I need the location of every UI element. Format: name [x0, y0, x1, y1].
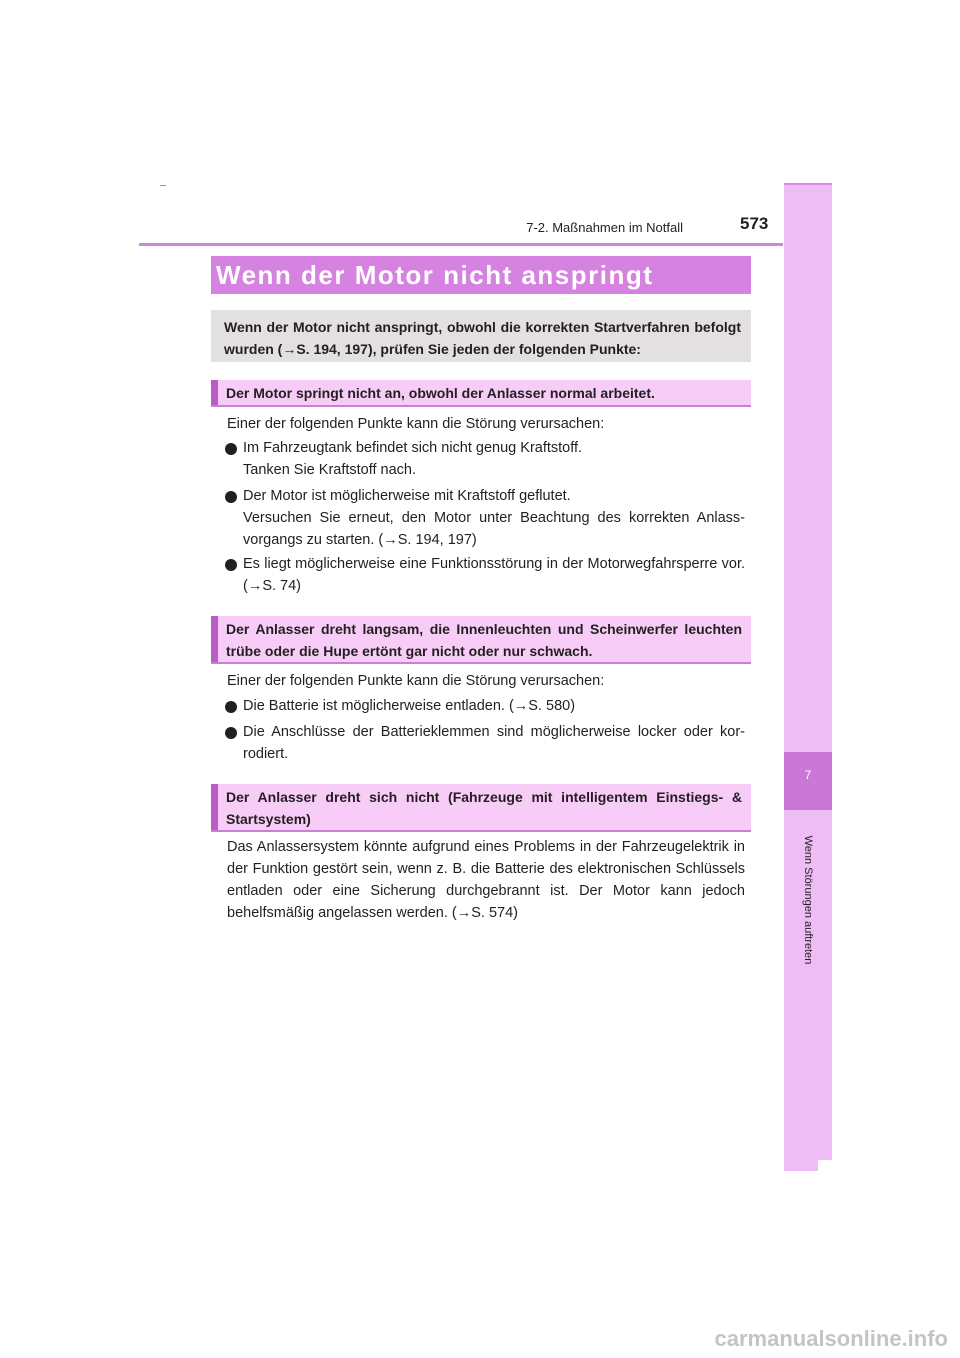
side-tab-notch: [818, 1160, 832, 1171]
section1-item3: Es liegt möglicherweise eine Funktionsstörung in der Motorwegfahrsperre vor. (→S. 74): [243, 556, 745, 594]
subheading-text: Der Anlasser dreht sich nicht (Fahrzeuge mit intelligentem Einstiegs- & Startsystem): [226, 789, 742, 827]
subheading-text: Der Motor springt nicht an, obwohl der Anlasser normal arbeitet.: [226, 385, 655, 401]
bullet-icon: [225, 559, 237, 571]
subheading-text: Der Anlasser dreht langsam, die Innenleuchten und Scheinwerfer leuchten trübe oder die Hupe ertönt gar nicht oder nur schwach.: [226, 621, 742, 659]
section3-body: Das Anlassersystem könnte aufgrund eines Problems in der Fahrzeugelektrik in der Funktion gestört sein, wenn z. B. die Batterie des elektronischen Schlüssels entladen oder eine Sicherung durchgebrannt ist. Der Motor kann jedoch behelfsmäßig angelassen werden. (→S. 574): [227, 839, 745, 921]
side-tab-rule: [784, 183, 832, 185]
bullet-icon: [225, 701, 237, 713]
subheading-accent-bar: [211, 380, 218, 405]
crop-mark: [160, 185, 166, 186]
watermark: carmanualsonline.info: [714, 1326, 948, 1351]
header-section: 7-2. Maßnahmen im Notfall: [526, 220, 683, 235]
page-number: 573: [740, 214, 769, 233]
chapter-number: 7: [804, 768, 812, 782]
section2-item1: Die Batterie ist möglicherweise entladen. (→S. 580): [243, 698, 576, 714]
subheading-starter-not-turning: [211, 784, 751, 832]
section1-item1-line1: Im Fahrzeugtank befindet sich nicht genug Kraftstoff.: [243, 440, 583, 456]
subheading-starter-slow: [211, 616, 751, 664]
chapter-title-vertical: Wenn Störungen auftreten: [802, 835, 814, 965]
section1-item1-line2: Tanken Sie Kraftstoff nach.: [243, 462, 417, 478]
subheading-accent-bar: [211, 616, 218, 662]
bullet-icon: [225, 443, 237, 455]
section2-lead: Einer der folgenden Punkte kann die Störung verursachen:: [227, 673, 605, 689]
section1-lead: Einer der folgenden Punkte kann die Störung verursachen:: [227, 416, 605, 432]
subheading-accent-bar: [211, 784, 218, 830]
subheading-engine-no-start: [211, 380, 751, 407]
section1-item2-line1: Der Motor ist möglicherweise mit Kraftstoff geflutet.: [243, 488, 571, 504]
section1-item2-line2: Versuchen Sie erneut, den Motor unter Beachtung des korrekten Anlass-vorgangs zu starten. (→S. 194, 197): [243, 510, 745, 548]
chapter-side-tab: [784, 183, 832, 1171]
section2-item2: Die Anschlüsse der Batterieklemmen sind möglicherweise locker oder kor-rodiert.: [243, 724, 745, 762]
header-rule: [139, 243, 783, 246]
page-title: Wenn der Motor nicht anspringt: [216, 260, 654, 290]
intro-text: Wenn der Motor nicht anspringt, obwohl die korrekten Startverfahren befolgt wurden (→S. 194, 197), prüfen Sie jeden der folgenden Punkte:: [224, 319, 741, 357]
bullet-icon: [225, 491, 237, 503]
bullet-icon: [225, 727, 237, 739]
